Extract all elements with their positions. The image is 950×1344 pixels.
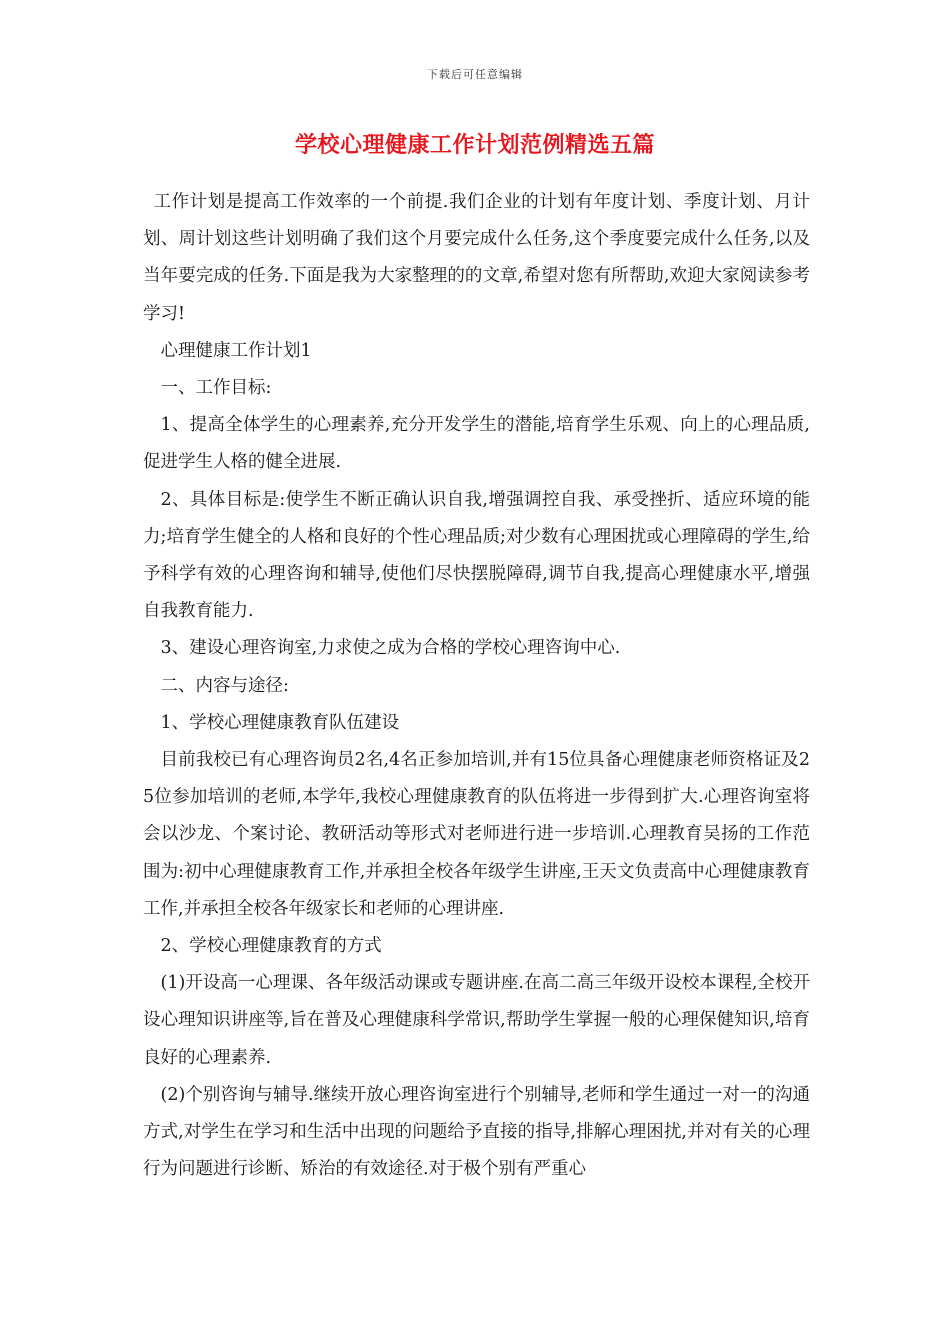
section-heading-plan-1: 心理健康工作计划1 (160, 340, 312, 361)
content-item-1-body: 目前我校已有心理咨询员2名,4名正参加培训,并有15位具备心理健康老师资格证及25位参加培训的老师,本学年,我校心理健康教育的队伍将进一步得到扩大.心理咨询室将会以沙龙、个案讨论、教研活动等形式对老师进行进一步培训.心理教育吴扬的工作范围为:初中心理健康教育工作,并承担全校各年级学生讲座,王天文负责高中心理健康教育工作,并承担全校各年级家长和老师的心理讲座. (143, 750, 810, 919)
header-note: 下载后可任意编辑 (427, 68, 523, 81)
content-item-2-heading: 2、学校心理健康教育的方式 (160, 936, 382, 957)
goal-item-2: 2、具体目标是:使学生不断正确认识自我,增强调控自我、承受挫折、适应环境的能力;培育学生健全的人格和良好的个性心理品质;对少数有心理困扰或心理障碍的学生,给予科学有效的心理咨询和辅导,使他们尽快摆脱障碍,调节自我,提高心理健康水平,增强自我教育能力. (143, 489, 810, 622)
section-heading-content: 二、内容与途径: (160, 675, 289, 696)
content-item-1-heading: 1、学校心理健康教育队伍建设 (160, 712, 400, 733)
intro-paragraph: 工作计划是提高工作效率的一个前提.我们企业的计划有年度计划、季度计划、月计划、周计划这些计划明确了我们这个月要完成什么任务,这个季度要完成什么任务,以及当年要完成的任务.下面是我为大家整理的的文章,希望对您有所帮助,欢迎大家阅读参考学习! (143, 192, 810, 324)
content-item-2-sub-1: (1)开设高一心理课、各年级活动课或专题讲座.在高二高三年级开设校本课程,全校开设心理知识讲座等,旨在普及心理健康科学常识,帮助学生掌握一般的心理保健知识,培育良好的心理素养. (143, 973, 810, 1068)
document-body (143, 184, 810, 1188)
document-title: 学校心理健康工作计划范例精选五篇 (294, 132, 655, 158)
goal-item-1: 1、提高全体学生的心理素养,充分开发学生的潜能,培育学生乐观、向上的心理品质,促进学生人格的健全进展. (143, 415, 810, 473)
section-heading-goals: 一、工作目标: (160, 378, 272, 399)
goal-item-3: 3、建设心理咨询室,力求使之成为合格的学校心理咨询中心. (160, 638, 621, 659)
content-item-2-sub-2: (2)个别咨询与辅导.继续开放心理咨询室进行个别辅导,老师和学生通过一对一的沟通方式,对学生在学习和生活中出现的问题给予直接的指导,排解心理困扰,并对有关的心理行为问题进行诊断、矫治的有效途径.对于极个别有严重心 (143, 1084, 810, 1180)
